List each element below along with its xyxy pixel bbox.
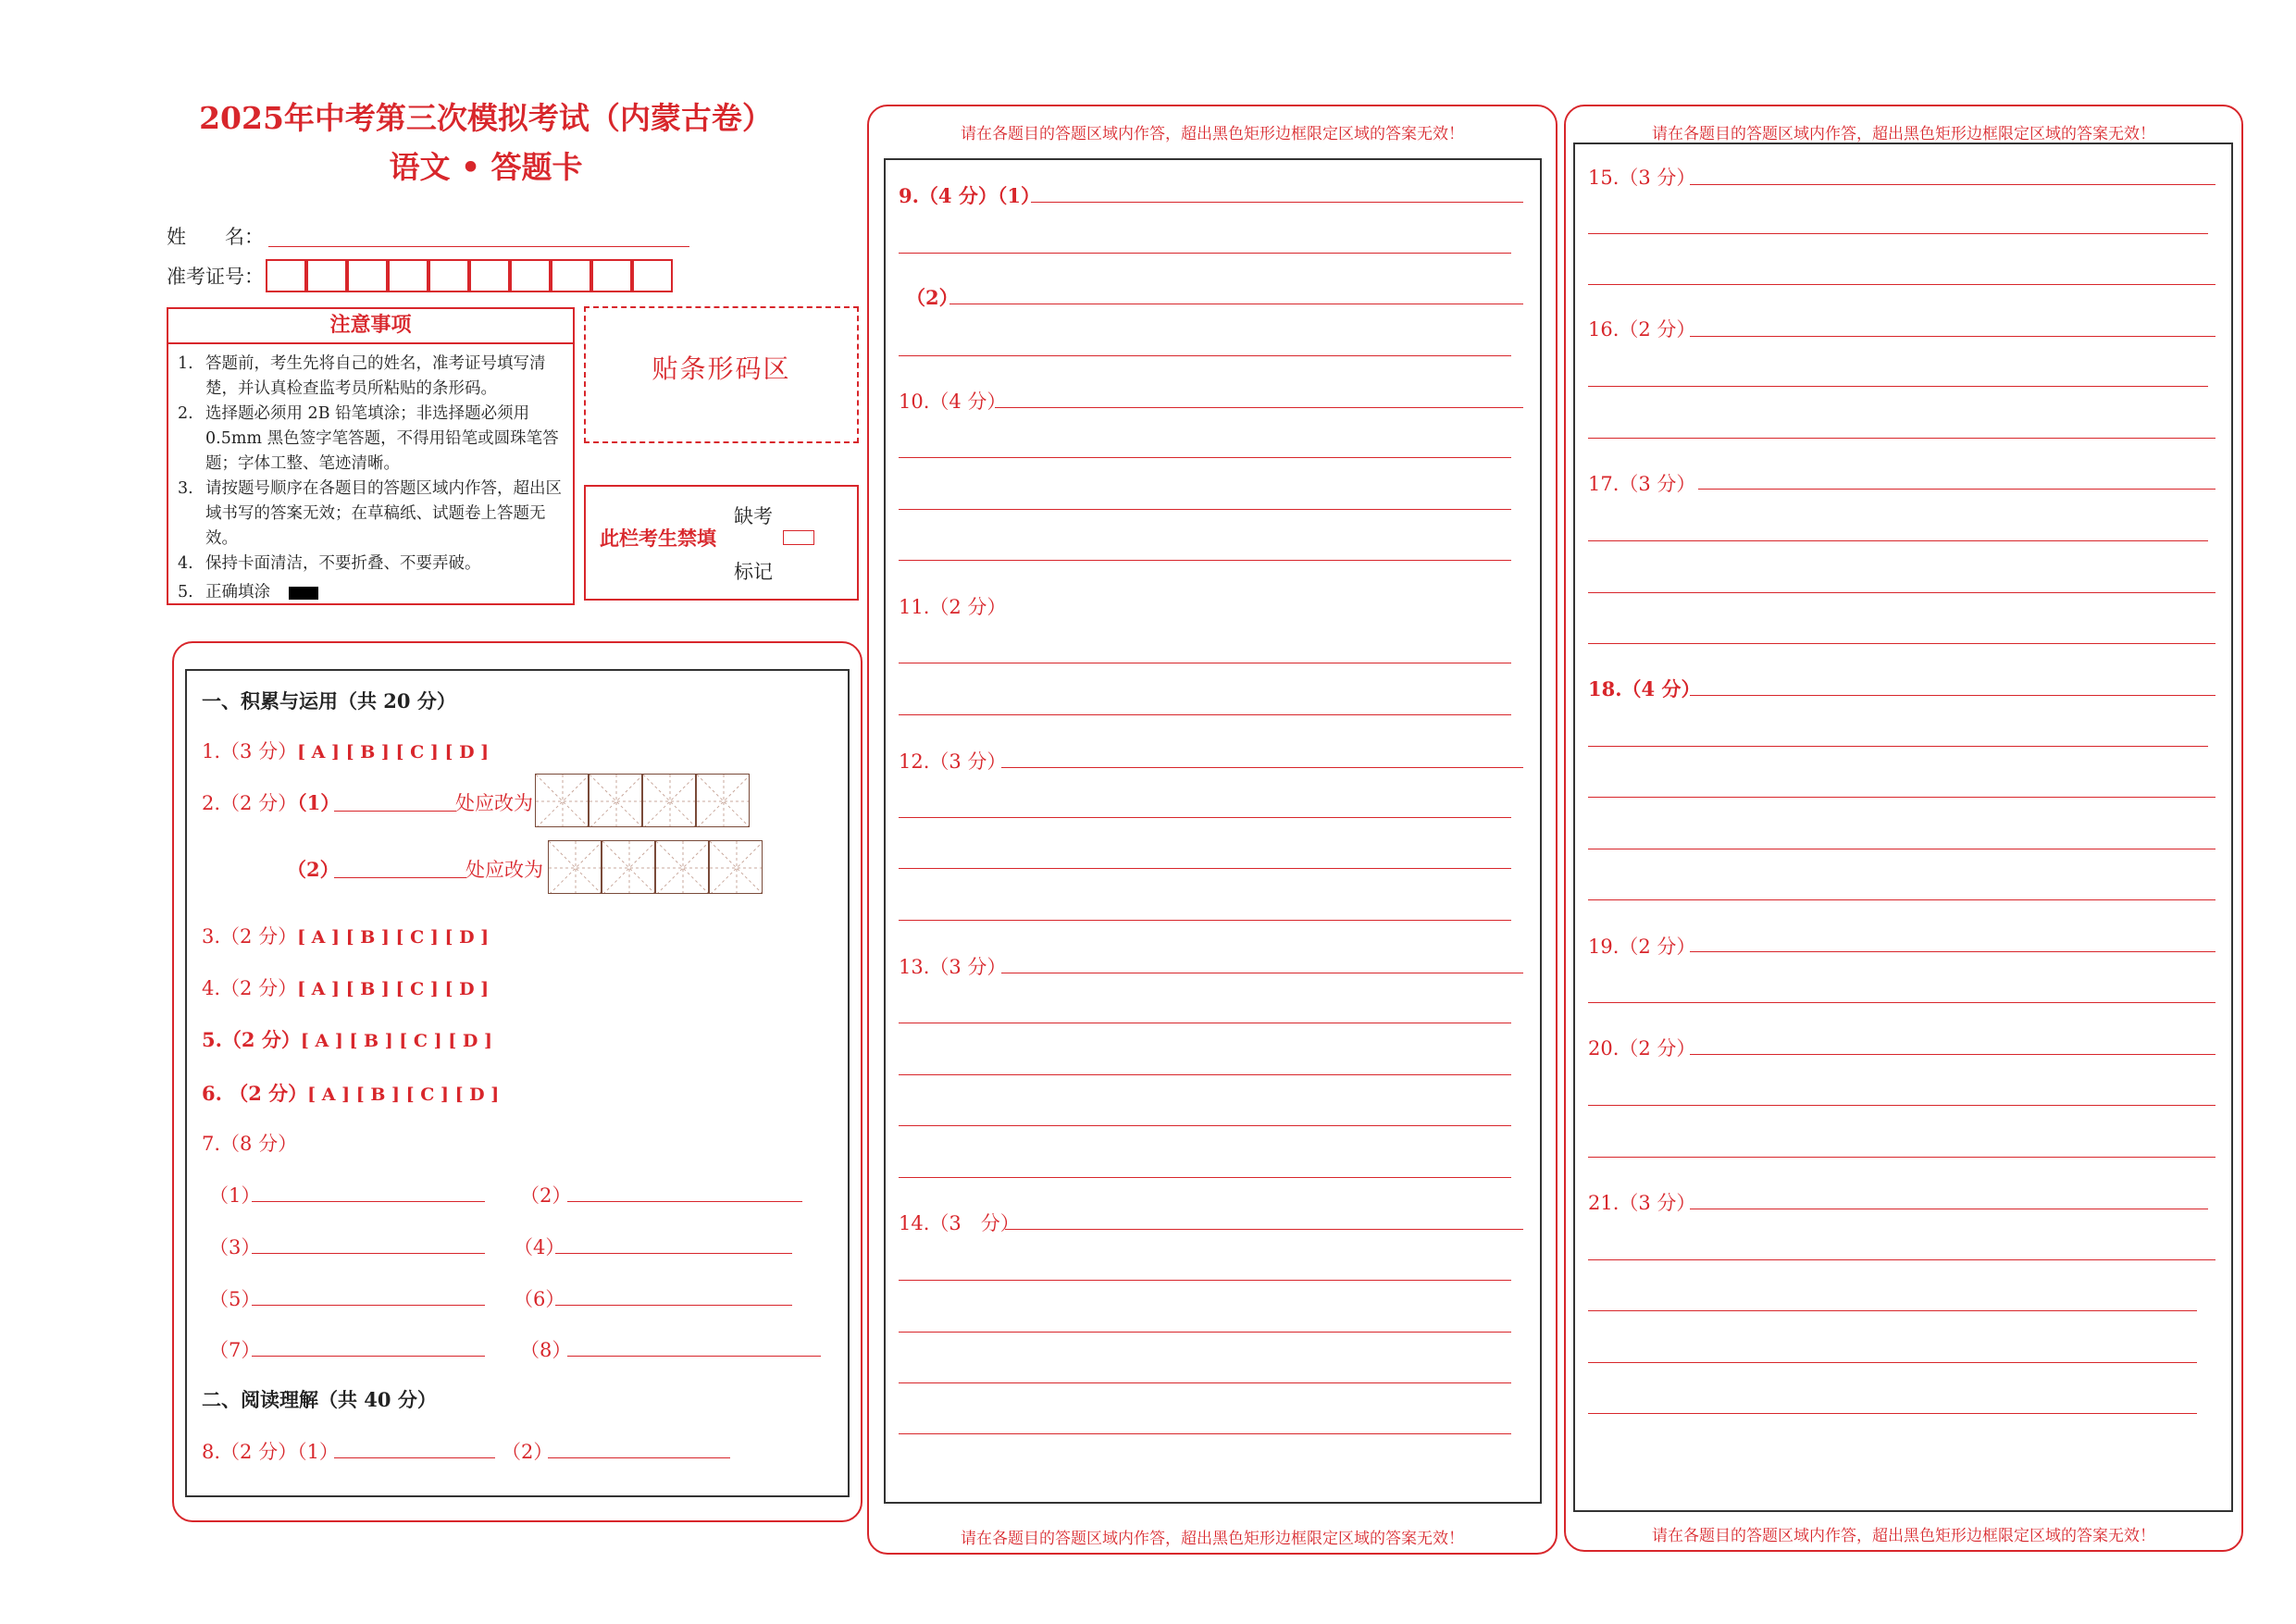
q7-blank-3[interactable] <box>252 1253 485 1254</box>
barcode-area <box>584 306 859 443</box>
notice-box <box>167 307 575 605</box>
q7-sub-3: （3） <box>209 1236 261 1258</box>
q21-line[interactable] <box>1588 1310 2197 1311</box>
q2-1-suffix: 处应改为 <box>455 792 533 814</box>
q5-options[interactable]: [ A ] [ B ] [ C ] [ D ] <box>300 1031 492 1051</box>
notice-title: 注意事项 <box>168 309 573 344</box>
q13-label: 13.（3 分） <box>899 956 1007 978</box>
exam-title: 2025年中考第三次模拟考试（内蒙古卷） <box>199 100 773 136</box>
q7-sub-1: （1） <box>209 1184 261 1207</box>
right-bottom-warning: 请在各题目的答题区域内作答，超出黑色矩形边框限定区域的答案无效！ <box>1652 1527 2155 1545</box>
q15-line[interactable] <box>1588 233 2208 234</box>
q11-label: 11.（2 分） <box>899 596 1007 618</box>
q14-line[interactable] <box>899 1280 1511 1281</box>
notice-item: 5. 正确填涂 <box>178 580 565 605</box>
q12-line[interactable] <box>1001 767 1523 768</box>
q2-label: 2.（2 分）（1） <box>202 791 341 814</box>
q8-blank-2[interactable] <box>548 1457 730 1458</box>
q2-2-suffix: 处应改为 <box>465 859 543 881</box>
q7-sub-7: （7） <box>209 1339 261 1361</box>
q15-label: 15.（3 分） <box>1588 167 1696 189</box>
q9b-line[interactable] <box>899 355 1511 356</box>
notice-item: 1. 答题前，考生先将自己的姓名，准考证号填写清楚，并认真检查监考员所粘贴的条形码。 <box>178 354 546 398</box>
q16-line[interactable] <box>1588 386 2208 387</box>
q10-line[interactable] <box>995 407 1523 408</box>
q10-label: 10.（4 分） <box>899 391 1007 413</box>
notice-item: 4. 保持卡面清洁，不要折叠、不要弄破。 <box>178 554 481 573</box>
q7-blank-8[interactable] <box>567 1356 821 1357</box>
q17-line[interactable] <box>1588 643 2215 644</box>
q10-line[interactable] <box>899 560 1511 561</box>
q7-blank-1[interactable] <box>252 1201 485 1202</box>
q20-label: 20.（2 分） <box>1588 1037 1696 1060</box>
q7-label: 7.（8 分） <box>202 1133 298 1155</box>
q20-line[interactable] <box>1588 1157 2215 1158</box>
middle-bottom-warning: 请在各题目的答题区域内作答，超出黑色矩形边框限定区域的答案无效！ <box>961 1530 1464 1548</box>
q4: 4.（2 分）[ A ] [ B ] [ C ] [ D ] <box>202 977 490 999</box>
middle-top-warning: 请在各题目的答题区域内作答，超出黑色矩形边框限定区域的答案无效！ <box>961 125 1464 143</box>
q17-line[interactable] <box>1698 489 2215 490</box>
section1-title: 一、积累与运用（共 20 分） <box>202 689 456 713</box>
right-answer-frame <box>1573 143 2233 1512</box>
q7-blank-5[interactable] <box>252 1305 485 1306</box>
q21-label: 21.（3 分） <box>1588 1192 1696 1214</box>
q17-line[interactable] <box>1588 592 2215 593</box>
q4-options[interactable]: [ A ] [ B ] [ C ] [ D ] <box>297 979 490 999</box>
q7-sub-2: （2） <box>520 1184 572 1207</box>
q7-sub-8: （8） <box>520 1339 572 1361</box>
q15-line[interactable] <box>1690 184 2215 185</box>
id-label: 准考证号： <box>167 266 264 288</box>
right-top-warning: 请在各题目的答题区域内作答，超出黑色矩形边框限定区域的答案无效！ <box>1652 125 2155 143</box>
q9-label: 9.（4 分）（1） <box>899 184 1040 207</box>
filled-mark-example <box>289 587 318 600</box>
q2-1-blank[interactable] <box>334 811 456 812</box>
name-field[interactable] <box>268 246 689 247</box>
q8-blank-1[interactable] <box>334 1457 495 1458</box>
q5: 5.（2 分）[ A ] [ B ] [ C ] [ D ] <box>202 1028 492 1051</box>
notice-item: 3. 请按题号顺序在各题目的答题区域内作答，超出区域书写的答案无效；在草稿纸、试题卷上答题无效。 <box>178 479 562 548</box>
q12-line[interactable] <box>899 868 1511 869</box>
q21-line[interactable] <box>1588 1259 2215 1260</box>
q14-label: 14.（3 分） <box>899 1212 1020 1234</box>
q18-label: 18.（4 分） <box>1588 677 1701 700</box>
q14-line[interactable] <box>899 1433 1511 1434</box>
q19-line[interactable] <box>1690 951 2215 952</box>
q20-line[interactable] <box>1588 1105 2215 1106</box>
absent-label: 缺考 <box>734 505 773 527</box>
q12-line[interactable] <box>899 817 1511 818</box>
q7-blank-4[interactable] <box>555 1253 792 1254</box>
q7-blank-2[interactable] <box>567 1201 802 1202</box>
q13-line[interactable] <box>899 1074 1511 1075</box>
q19-line[interactable] <box>1588 1002 2215 1003</box>
q21-line[interactable] <box>1588 1362 2197 1363</box>
q18-line[interactable] <box>1588 797 2215 798</box>
q3: 3.（2 分）[ A ] [ B ] [ C ] [ D ] <box>202 925 490 948</box>
q7-sub-6: （6） <box>514 1288 565 1310</box>
q9-line[interactable] <box>899 253 1511 254</box>
middle-answer-frame <box>884 158 1542 1504</box>
q14-line[interactable] <box>899 1382 1511 1383</box>
absent-box-label: 此栏考生禁填 <box>600 527 716 550</box>
q18-line[interactable] <box>1690 695 2215 696</box>
exam-subtitle: 语文 • 答题卡 <box>389 149 583 185</box>
q17-line[interactable] <box>1588 540 2208 541</box>
absent-mark-box <box>584 485 859 601</box>
q7-sub-4: （4） <box>514 1236 565 1258</box>
q8-label: 8.（2 分）（1） <box>202 1441 339 1463</box>
q9-line[interactable] <box>1031 202 1523 203</box>
q1-options[interactable]: [ A ] [ B ] [ C ] [ D ] <box>297 742 490 762</box>
q10-line[interactable] <box>899 509 1511 510</box>
q11-line[interactable] <box>899 714 1511 715</box>
q2-2-blank[interactable] <box>334 877 466 878</box>
q13-line[interactable] <box>899 1177 1511 1178</box>
q3-options[interactable]: [ A ] [ B ] [ C ] [ D ] <box>297 927 490 948</box>
q13-line[interactable] <box>899 1125 1511 1126</box>
section2-title: 二、阅读理解（共 40 分） <box>202 1388 437 1411</box>
name-label: 姓 名： <box>167 226 264 248</box>
q16-line[interactable] <box>1588 438 2215 439</box>
q7-blank-6[interactable] <box>555 1305 792 1306</box>
q8-sub-2: （2） <box>502 1441 553 1463</box>
q6-options[interactable]: [ A ] [ B ] [ C ] [ D ] <box>307 1085 500 1105</box>
q16-label: 16.（2 分） <box>1588 318 1696 341</box>
q7-blank-7[interactable] <box>252 1356 485 1357</box>
mark-label: 标记 <box>734 561 773 583</box>
q20-line[interactable] <box>1690 1054 2215 1055</box>
q14-line[interactable] <box>899 1332 1511 1333</box>
q9b-label: （2） <box>906 286 959 309</box>
q18-line[interactable] <box>1588 899 2215 900</box>
absent-checkbox[interactable] <box>783 530 814 545</box>
q1: 1.（3 分）[ A ] [ B ] [ C ] [ D ] <box>202 740 490 762</box>
barcode-label: 贴条形码区 <box>652 353 791 384</box>
q12-line[interactable] <box>899 920 1511 921</box>
q21-line[interactable] <box>1588 1413 2197 1414</box>
q7-sub-5: （5） <box>209 1288 261 1310</box>
q16-line[interactable] <box>1690 336 2215 337</box>
notice-list <box>168 344 573 605</box>
q17-label: 17.（3 分） <box>1588 473 1696 495</box>
q6: 6. （2 分）[ A ] [ B ] [ C ] [ D ] <box>202 1082 500 1105</box>
q19-label: 19.（2 分） <box>1588 936 1696 958</box>
q12-label: 12.（3 分） <box>899 750 1007 773</box>
notice-item: 2. 选择题必须用 2B 铅笔填涂；非选择题必须用 0.5mm 黑色签字笔答题，不得用铅笔或圆珠笔答题；字体工整、笔迹清晰。 <box>178 404 559 473</box>
q2-2-label: （2） <box>287 858 340 881</box>
q18-line[interactable] <box>1588 746 2208 747</box>
q10-line[interactable] <box>899 457 1511 458</box>
q15-line[interactable] <box>1588 284 2215 285</box>
q14-line[interactable] <box>1005 1229 1523 1230</box>
